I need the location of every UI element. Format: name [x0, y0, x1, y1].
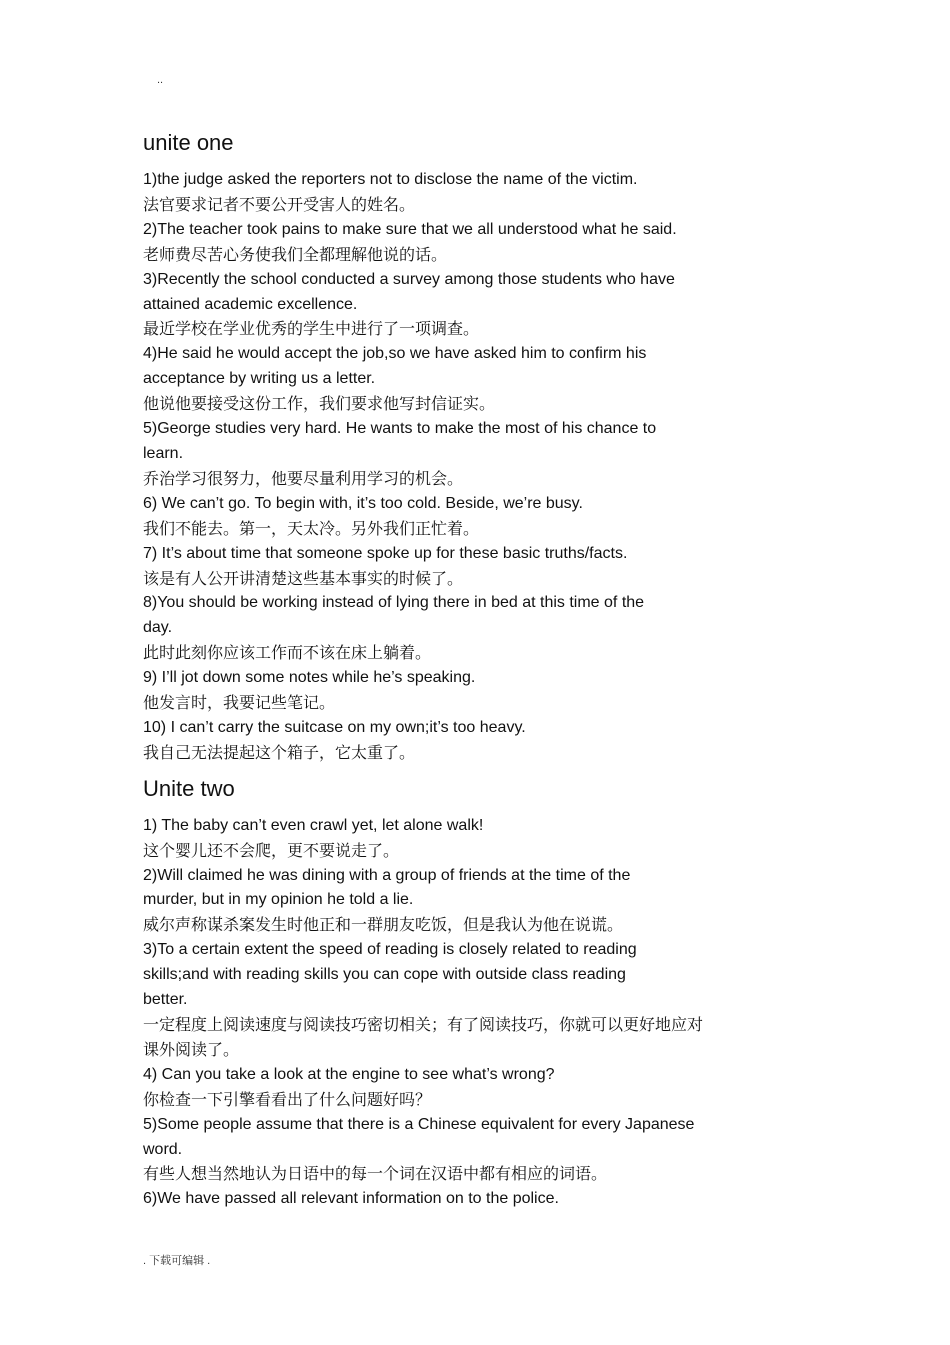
text-line: 我们不能去。第一，天太冷。另外我们正忙着。: [143, 518, 480, 538]
text-line: 一定程度上阅读速度与阅读技巧密切相关；有了阅读技巧，你就可以更好地应对: [143, 1015, 704, 1034]
text-line: 3)To a certain extent the speed of reading is closely related to reading: [143, 941, 637, 959]
text-line: 6) We can’t go. To begin with, it’s too cold. Beside, we’re busy.: [143, 494, 583, 512]
text-line: 有些人想当然地认为日语中的每一个词在汉语中都有相应的词语。: [143, 1164, 608, 1184]
text-line: murder, but in my opinion he told a lie.: [143, 891, 414, 909]
text-line: 5)George studies very hard. He wants to make the most of his chance to: [143, 420, 657, 438]
text-line: 他发言时，我要记些笔记。: [143, 693, 336, 713]
text-line: 2)The teacher took pains to make sure that we all understood what he said.: [143, 220, 677, 238]
unit-title: unite one: [143, 130, 234, 155]
text-line: 8)You should be working instead of lying there in bed at this time of the: [143, 594, 645, 612]
text-line: 1) The baby can’t even crawl yet, let alone walk!: [143, 816, 484, 834]
text-line: 威尔声称谋杀案发生时他正和一群朋友吃饭，但是我认为他在说谎。: [143, 915, 624, 935]
text-line: 6)We have passed all relevant information on to the police.: [143, 1190, 559, 1208]
text-line: better.: [143, 991, 188, 1009]
page-header-mark: ..: [157, 74, 164, 86]
text-line: 此时此刻你应该工作而不该在床上躺着。: [143, 643, 432, 663]
text-line: 4)He said he would accept the job,so we have asked him to confirm his: [143, 345, 647, 363]
unit-one-lines: [143, 168, 813, 766]
text-line: learn.: [143, 444, 184, 462]
text-line: 7) It’s about time that someone spoke up for these basic truths/facts.: [143, 544, 628, 562]
text-line: 乔治学习很努力，他要尽量利用学习的机会。: [143, 468, 464, 488]
text-line: 9) I’ll jot down some notes while he’s speaking.: [143, 669, 476, 687]
text-line: 2)Will claimed he was dining with a group of friends at the time of the: [143, 866, 631, 884]
document-body: [143, 126, 813, 1212]
text-line: 课外阅读了。: [143, 1039, 240, 1059]
text-line: 这个婴儿还不会爬，更不要说走了。: [143, 840, 400, 860]
text-line: 老师费尽苦心务使我们全都理解他说的话。: [143, 244, 448, 264]
unit-title: Unite two: [143, 775, 235, 801]
text-line: 1)the judge asked the reporters not to disclose the name of the victim.: [143, 171, 638, 188]
unit-two-lines: [143, 814, 813, 1213]
text-line: 你检查一下引擎看看出了什么问题好吗？: [143, 1089, 432, 1109]
text-line: word.: [143, 1140, 183, 1158]
text-line: acceptance by writing us a letter.: [143, 370, 376, 388]
text-line: 他说他要接受这份工作，我们要求他写封信证实。: [143, 394, 496, 414]
text-line: 最近学校在学业优秀的学生中进行了一项调查。: [143, 319, 480, 339]
text-line: 该是有人公开讲清楚这些基本事实的时候了。: [143, 568, 464, 588]
text-line: 10) I can’t carry the suitcase on my own;it’s too heavy.: [143, 718, 526, 736]
text-line: 法官要求记者不要公开受害人的姓名。: [143, 194, 416, 214]
text-line: day.: [143, 619, 173, 637]
text-line: attained academic excellence.: [143, 295, 358, 313]
text-line: 我自己无法提起这个箱子，它太重了。: [143, 742, 416, 762]
text-line: 3)Recently the school conducted a survey among those students who have: [143, 270, 675, 288]
text-line: 4) Can you take a look at the engine to see what’s wrong?: [143, 1065, 555, 1083]
page-footer: . 下载可编辑 .: [143, 1255, 211, 1267]
text-line: skills;and with reading skills you can cope with outside class reading: [143, 966, 626, 984]
text-line: 5)Some people assume that there is a Chinese equivalent for every Japanese: [143, 1115, 695, 1133]
